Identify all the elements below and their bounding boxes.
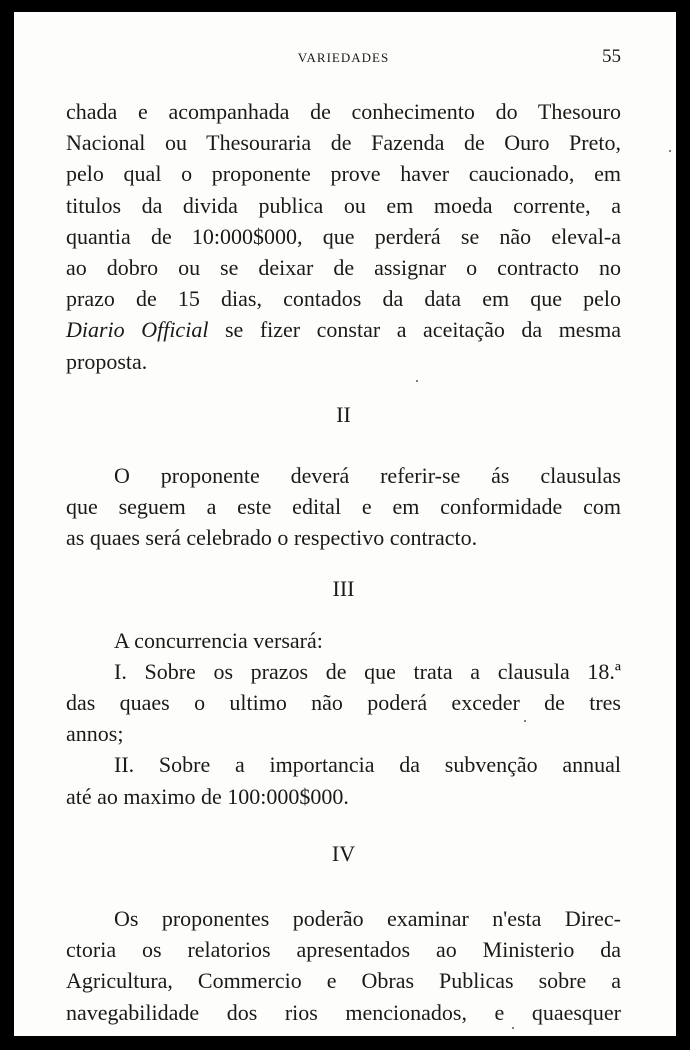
section-heading-iv: IV xyxy=(331,840,356,866)
text-line: O proponente deverá referir-se ás clausulas xyxy=(114,462,621,488)
page-content xyxy=(66,48,621,1028)
paragraph-ii xyxy=(66,460,621,554)
text-line: proposta. xyxy=(66,348,148,374)
text-line: quantia de 10:000$000, que perderá se não eleval-a xyxy=(66,223,621,249)
text-line: ctoria os relatorios apresentados ao Ministerio da xyxy=(66,937,621,963)
text-line: pelo qual o proponente prove haver caucionado, em xyxy=(66,161,621,187)
text-line: A concurrencia versará: xyxy=(114,627,323,653)
newspaper-title: Diario Official xyxy=(66,317,209,343)
text-line: que seguem a este edital e em conformidade com xyxy=(66,494,621,520)
text-line: chada e acompanhada de conhecimento do Thesouro xyxy=(66,99,621,124)
paragraph-iii xyxy=(66,625,621,812)
text-line: Os proponentes poderão examinar n'esta Direc- xyxy=(114,905,621,931)
text-line: as quaes será celebrado o respectivo contracto. xyxy=(66,525,478,551)
text-line: Agricultura, Commercio e Obras Publicas sobre a xyxy=(66,968,621,994)
paragraph-iv xyxy=(66,903,621,1028)
text-line-with-italic xyxy=(66,314,621,345)
section-heading-iii: III xyxy=(332,576,355,602)
running-head xyxy=(66,48,621,72)
text-line: navegabilidade dos rios mencionados, e quaesquer xyxy=(66,999,621,1025)
section-heading-ii: II xyxy=(336,401,351,427)
text-line: das quaes o ultimo não poderá exceder de tres xyxy=(66,690,621,715)
text-line: titulos da divida publica ou em moeda corrente, a xyxy=(66,192,621,218)
print-speck xyxy=(669,150,671,152)
text-line: annos; xyxy=(66,721,124,747)
text-line: Nacional ou Thesouraria de Fazenda de Ouro Preto, xyxy=(66,130,621,156)
text-line: II. Sobre a importancia da subvenção annual xyxy=(114,752,621,778)
text-fragment: se fizer constar a aceitação da mesma xyxy=(208,317,622,343)
text-line: I. Sobre os prazos de que trata a clausula 18.ª xyxy=(114,658,621,684)
text-line: prazo de 15 dias, contados da data em que pelo xyxy=(66,286,621,312)
page-number: 55 xyxy=(602,46,621,67)
running-head-title: VARIEDADES xyxy=(297,50,390,65)
book-page xyxy=(14,12,676,1036)
paragraph-1 xyxy=(66,96,621,377)
text-line: até ao maximo de 100:000$000. xyxy=(66,783,349,809)
text-line: ao dobro ou se deixar de assignar o contracto no xyxy=(66,254,621,280)
